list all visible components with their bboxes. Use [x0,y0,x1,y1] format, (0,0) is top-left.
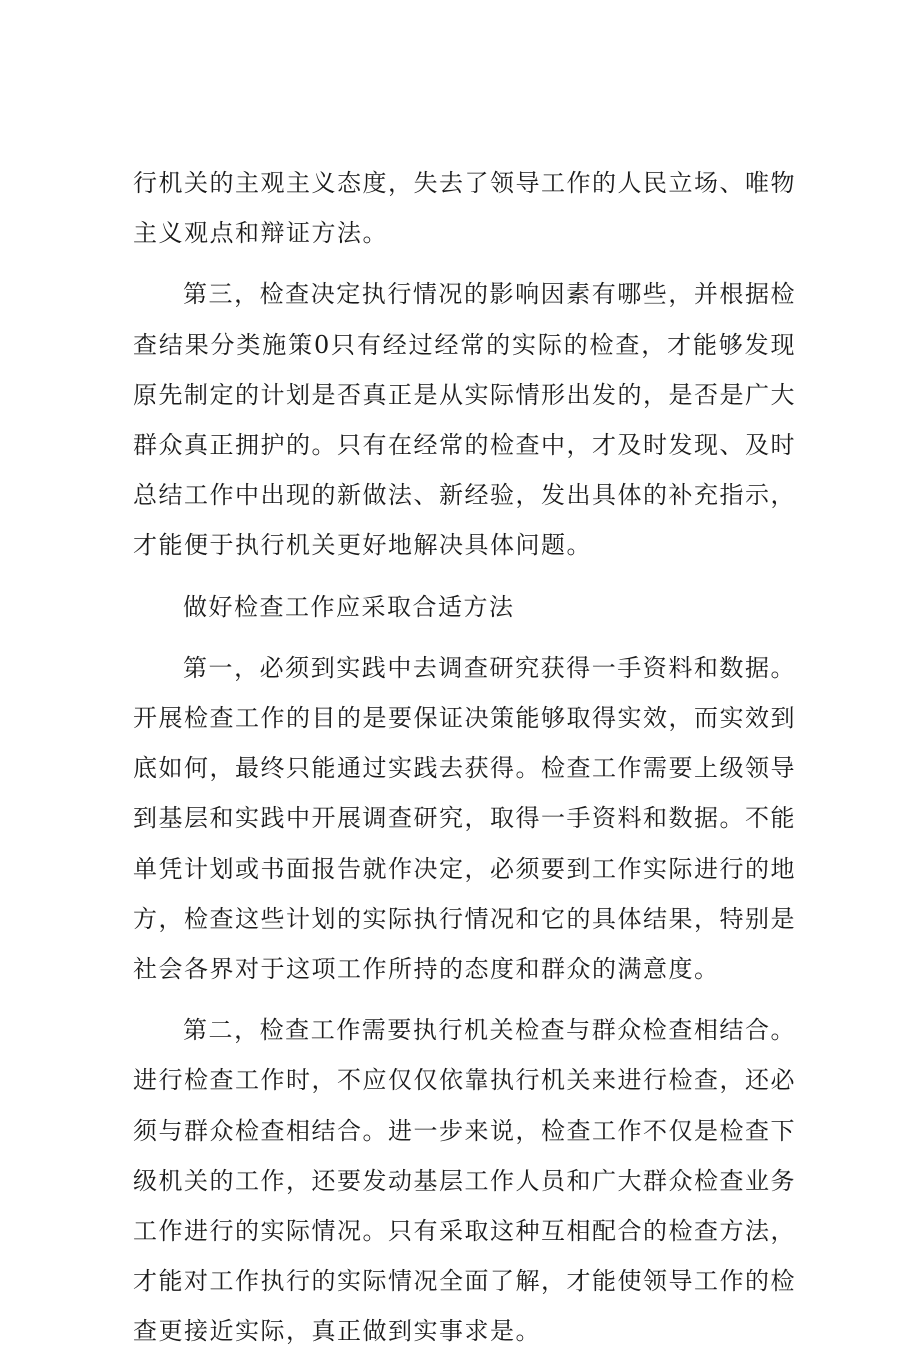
paragraph-third-point: 第三，检查决定执行情况的影响因素有哪些，并根据检查结果分类施策0只有经过经常的实际的检查，才能够发现原先制定的计划是否真正是从实际情形出发的，是否是广大群众真正拥护的。只有在经常的检查中，才及时发现、及时总结工作中出现的新做法、新经验，发出具体的补充指示，才能便于执行机关更好地解决具体问题。 [133,280,796,560]
section-heading: 做好检查工作应采取合适方法 [183,592,515,621]
document-body [133,158,796,1368]
paragraph-second-method: 第二，检查工作需要执行机关检查与群众检查相结合。进行检查工作时，不应仅仅依靠执行机关来进行检查，还必须与群众检查相结合。进一步来说，检查工作不仅是检查下级机关的工作，还要发动基层工作人员和广大群众检查业务工作进行的实际情况。只有采取这种互相配合的检查方法，才能对工作执行的实际情况全面了解，才能使领导工作的检查更接近实际，真正做到实事求是。 [133,1016,796,1346]
paragraph-first-method: 第一，必须到实践中去调查研究获得一手资料和数据。开展检查工作的目的是要保证决策能够取得实效，而实效到底如何，最终只能通过实践去获得。检查工作需要上级领导到基层和实践中开展调查研究，取得一手资料和数据。不能单凭计划或书面报告就作决定，必须要到工作实际进行的地方，检查这些计划的实际执行情况和它的具体结果，特别是社会各界对于这项工作所持的态度和群众的满意度。 [133,653,796,984]
paragraph-continuation: 行机关的主观主义态度，失去了领导工作的人民立场、唯物主义观点和辩证方法。 [133,169,796,248]
